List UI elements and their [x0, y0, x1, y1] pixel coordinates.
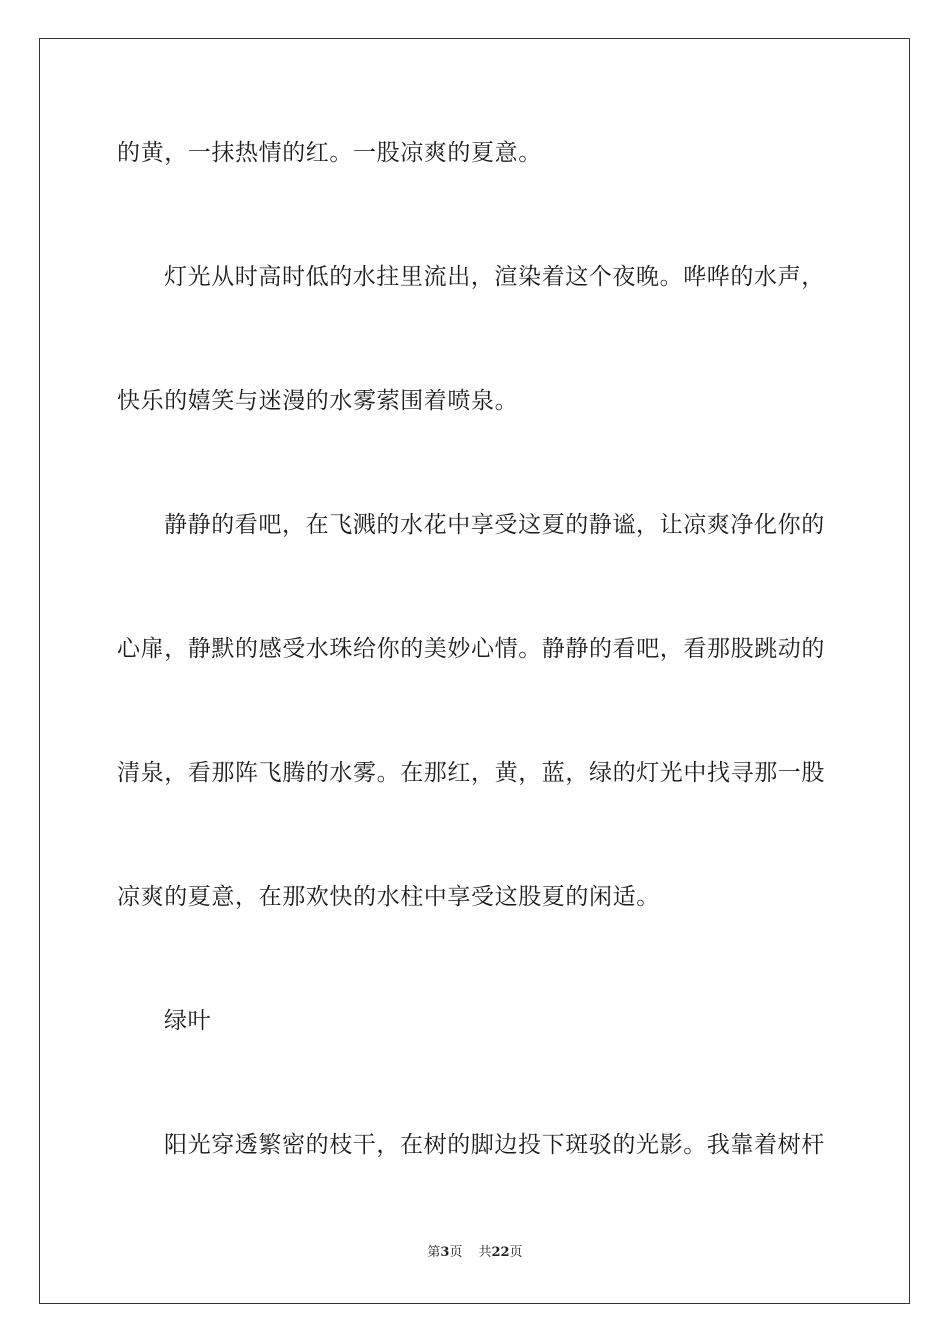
paragraph-start-line: 灯光从时高时低的水拄里流出，渲染着这个夜晚。哗哗的水声，	[164, 264, 825, 290]
page-total-suffix: 页	[509, 1245, 523, 1260]
text-line: 心扉，静默的感受水珠给你的美妙心情。静静的看吧，看那股跳动的	[117, 636, 825, 662]
text-line: 的黄，一抹热情的红。一股凉爽的夏意。	[117, 140, 542, 166]
page-total-count: 22	[491, 1245, 510, 1260]
page-number-prefix: 第	[427, 1245, 441, 1260]
paragraph-start-line: 阳光穿透繁密的枝干，在树的脚边投下斑驳的光影。我靠着树杆	[164, 1132, 825, 1158]
page-footer	[0, 1244, 950, 1262]
section-heading: 绿叶	[164, 1008, 212, 1034]
text-line: 清泉，看那阵飞腾的水雾。在那红，黄，蓝，绿的灯光中找寻那一股	[117, 760, 825, 786]
page-total-prefix: 共	[478, 1245, 492, 1260]
text-line: 凉爽的夏意，在那欢快的水柱中享受这股夏的闲适。	[117, 884, 660, 910]
text-line: 快乐的嬉笑与迷漫的水雾萦围着喷泉。	[117, 388, 519, 414]
page-number-suffix: 页	[449, 1245, 463, 1260]
paragraph-start-line: 静静的看吧，在飞溅的水花中享受这夏的静谧，让凉爽净化你的	[164, 512, 825, 538]
page-border	[39, 38, 910, 1304]
page-number-current: 3	[440, 1245, 450, 1260]
